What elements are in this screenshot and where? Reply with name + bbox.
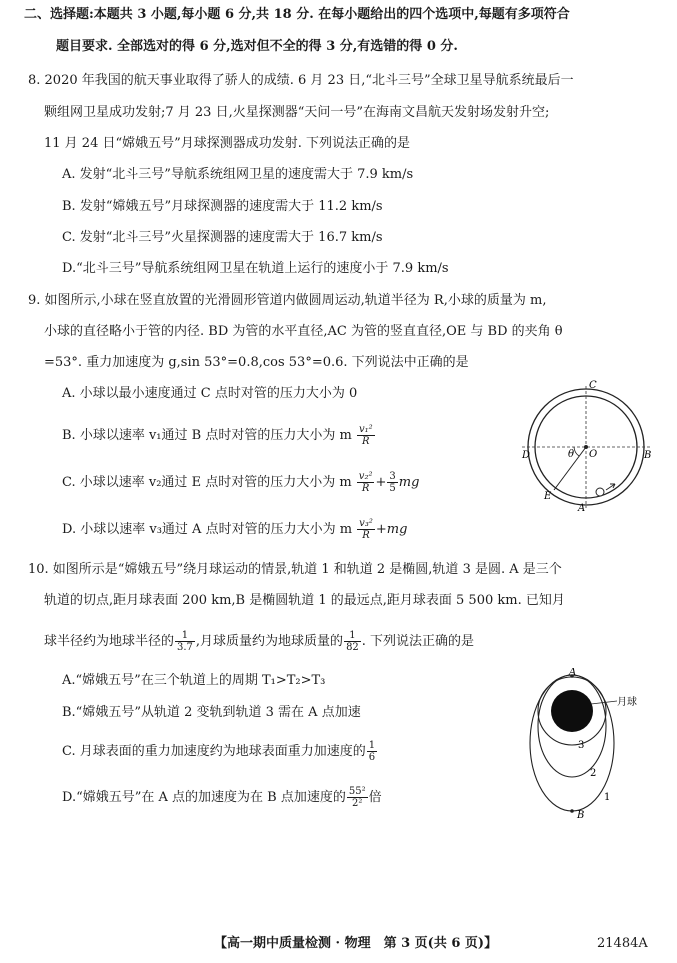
- q9-option-c-tail: mg: [398, 475, 420, 490]
- center-point: [584, 445, 588, 449]
- q10-stem-line1: 10. 如图所示是“嫦娥五号”绕月球运动的情景,轨道 1 和轨道 2 是椭圆,轨道 3 是圆. A 是三个: [28, 562, 562, 577]
- q9-circle-pipe-figure: [520, 380, 660, 515]
- label-o: O: [589, 449, 598, 460]
- fraction-denominator: R: [361, 483, 370, 494]
- moon-pointer-line: [591, 701, 617, 704]
- fraction-denominator: 6: [368, 752, 376, 763]
- q10-radius-ratio-fraction: [175, 630, 195, 653]
- label-b: B: [644, 450, 652, 461]
- section-heading-line2: 题目要求. 全部选对的得 6 分,选对但不全的得 3 分,有选错的得 0 分.: [56, 39, 458, 54]
- label-a: A: [578, 503, 586, 514]
- label-e: E: [544, 491, 552, 502]
- fraction-numerator: 1: [175, 630, 195, 642]
- q10-stem-line3: [44, 630, 474, 653]
- page-footer: 【高一期中质量检测 · 物理 第 3 页(共 6 页)】: [214, 936, 498, 951]
- fraction-denominator: R: [362, 436, 370, 447]
- q9-option-c-fraction-2: [387, 471, 397, 494]
- moon-label: 月球: [617, 697, 637, 708]
- q9-stem-line1: 9. 如图所示,小球在竖直放置的光滑圆形管道内做圆周运动,轨道半径为 R,小球的质量为 m,: [28, 293, 547, 308]
- fraction-numerator: 1: [344, 630, 361, 642]
- q10-option-d-tail: 倍: [368, 790, 382, 805]
- fraction-numerator: 55²: [348, 786, 366, 797]
- angle-arc: [574, 447, 579, 456]
- q9-option-b: [62, 424, 376, 447]
- q8-option-a: A. 发射“北斗三号”导航系统组网卫星的速度需大于 7.9 km/s: [62, 167, 414, 182]
- q10-stem-line3-text-2: ,月球质量约为地球质量的: [195, 634, 344, 649]
- fraction-denominator: 82: [346, 642, 359, 653]
- fraction-denominator: 3.7: [177, 642, 193, 653]
- orbit-1-label: 1: [604, 792, 611, 803]
- orbit-3-label: 3: [578, 740, 585, 751]
- q9-option-c-text: C. 小球以速率 v₂通过 E 点时对管的压力大小为 m: [62, 475, 352, 490]
- orbit-2-label: 2: [590, 768, 597, 779]
- fraction-denominator: 5: [389, 483, 396, 494]
- q9-stem-line2: 小球的直径略小于管的内径. BD 为管的水平直径,AC 为管的竖直直径,OE 与 BD 的夹角 θ: [44, 324, 563, 339]
- fraction-numerator: v₂²: [358, 471, 373, 482]
- section-heading-line1: 二、选择题:本题共 3 小题,每小题 6 分,共 18 分. 在每小题给出的四个选项中,每题有多项符合: [24, 7, 570, 22]
- q8-stem-line1: 8. 2020 年我国的航天事业取得了骄人的成绩. 6 月 23 日,“北斗三号”全球卫星导航系统最后一: [28, 73, 574, 88]
- q10-option-d: [62, 786, 382, 809]
- fraction-numerator: v₃²: [359, 518, 373, 529]
- moon: [551, 690, 593, 732]
- q8-stem-line3: 11 月 24 日“嫦娥五号”月球探测器成功发射. 下列说法正确的是: [44, 136, 411, 151]
- fraction-numerator: 3: [389, 471, 396, 482]
- q8-option-d: D.“北斗三号”导航系统组网卫星在轨道上运行的速度小于 7.9 km/s: [62, 261, 449, 276]
- plus-sign: +: [375, 475, 387, 490]
- q9-option-d-fraction: [357, 518, 375, 541]
- q10-orbits-figure: [525, 668, 665, 818]
- q9-option-d: [62, 518, 407, 541]
- q8-stem-line2: 颗组网卫星成功发射;7 月 23 日,火星探测器“天问一号”在海南文昌航天发射场发射升空;: [44, 105, 550, 120]
- label-theta: θ: [568, 449, 575, 460]
- q9-option-a: A. 小球以最小速度通过 C 点时对管的压力大小为 0: [62, 386, 358, 401]
- q10-option-d-fraction: [347, 786, 368, 809]
- q10-option-a: A.“嫦娥五号”在三个轨道上的周期 T₁>T₂>T₃: [62, 673, 326, 688]
- q10-option-c: [62, 740, 378, 763]
- fraction-numerator: v₁²: [358, 424, 373, 435]
- q10-stem-line2: 轨道的切点,距月球表面 200 km,B 是椭圆轨道 1 的最远点,距月球表面 5 500 km. 已知月: [44, 593, 565, 608]
- q8-option-c: C. 发射“北斗三号”火星探测器的速度需大于 16.7 km/s: [62, 230, 383, 245]
- q10-option-c-text: C. 月球表面的重力加速度约为地球表面重力加速度的: [62, 744, 366, 759]
- fraction-denominator: R: [362, 530, 370, 541]
- label-d: D: [522, 450, 531, 461]
- q9-option-b-text: B. 小球以速率 v₁通过 B 点时对管的压力大小为 m: [62, 428, 352, 443]
- q9-option-c: [62, 471, 419, 494]
- label-a: A: [569, 668, 577, 678]
- label-c: C: [589, 380, 597, 391]
- point-b: [570, 809, 574, 813]
- fraction-numerator: 1: [368, 740, 376, 751]
- paper-code: 21484A: [597, 936, 648, 951]
- q10-option-b: B.“嫦娥五号”从轨道 2 变轨到轨道 3 需在 A 点加速: [62, 705, 361, 720]
- q10-option-d-text: D.“嫦娥五号”在 A 点的加速度为在 B 点加速度的: [62, 790, 346, 805]
- q10-stem-line3-text-1: 球半径约为地球半径的: [44, 634, 175, 649]
- ball: [596, 488, 604, 496]
- q9-option-c-fraction-1: [357, 471, 375, 494]
- q10-mass-ratio-fraction: [344, 630, 361, 653]
- q9-stem-line3: =53°. 重力加速度为 g,sin 53°=0.8,cos 53°=0.6. 下列说法中正确的是: [44, 355, 469, 370]
- q10-stem-line3-text-3: . 下列说法正确的是: [361, 634, 475, 649]
- label-b: B: [577, 810, 585, 818]
- q10-option-c-fraction: [367, 740, 377, 763]
- q8-option-b: B. 发射“嫦娥五号”月球探测器的速度需大于 11.2 km/s: [62, 199, 383, 214]
- q9-option-b-fraction: [357, 424, 375, 447]
- q9-option-d-tail: +mg: [375, 522, 408, 537]
- fraction-denominator: 2²: [352, 798, 363, 809]
- q9-option-d-text: D. 小球以速率 v₃通过 A 点时对管的压力大小为 m: [62, 522, 353, 537]
